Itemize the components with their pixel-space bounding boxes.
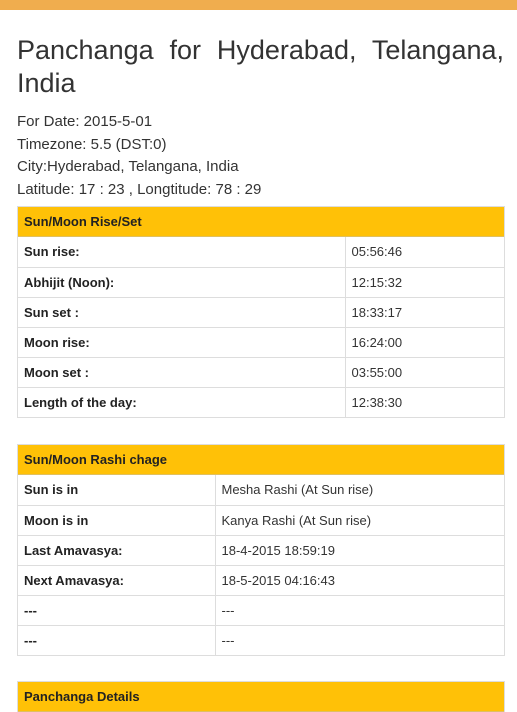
table-row xyxy=(18,267,504,297)
table-row xyxy=(18,565,504,595)
page-header xyxy=(17,34,504,201)
row-label: --- xyxy=(18,625,215,655)
row-label: Sun is in xyxy=(18,475,215,505)
row-label: Sun set : xyxy=(18,297,345,327)
rise-set-table xyxy=(18,237,504,417)
rise-set-heading: Sun/Moon Rise/Set xyxy=(18,207,504,237)
row-label: Abhijit (Noon): xyxy=(18,267,345,297)
city-text: City:Hyderabad, Telangana, India xyxy=(17,158,239,175)
table-row xyxy=(18,387,504,417)
row-value: 18-4-2015 18:59:19 xyxy=(215,535,504,565)
row-label: --- xyxy=(18,595,215,625)
location-info xyxy=(17,111,504,201)
rashi-panel xyxy=(17,444,505,656)
row-value: 16:24:00 xyxy=(345,327,504,357)
table-row xyxy=(18,297,504,327)
table-row xyxy=(18,535,504,565)
row-value: 03:55:00 xyxy=(345,357,504,387)
latlong-text: Latitude: 17 : 23 , Longtitude: 78 : 29 xyxy=(17,180,262,198)
table-row xyxy=(18,475,504,505)
row-label: Moon set : xyxy=(18,357,345,387)
details-panel xyxy=(17,681,505,712)
page-title: Panchanga for Hyderabad, Telangana, India xyxy=(17,35,504,98)
details-heading: Panchanga Details xyxy=(18,682,504,712)
timezone-text: Timezone: 5.5 (DST:0) xyxy=(17,135,167,153)
rashi-heading: Sun/Moon Rashi chage xyxy=(18,445,504,475)
for-date-text: For Date: 2015-5-01 xyxy=(17,113,153,130)
row-value: 18-5-2015 04:16:43 xyxy=(215,565,504,595)
row-label: Moon rise: xyxy=(18,327,345,357)
row-value: 12:15:32 xyxy=(345,267,504,297)
row-label: Sun rise: xyxy=(18,237,345,267)
row-value: Kanya Rashi (At Sun rise) xyxy=(215,505,504,535)
row-value: Mesha Rashi (At Sun rise) xyxy=(221,482,374,498)
top-accent-bar xyxy=(0,0,517,10)
table-row xyxy=(18,237,504,267)
row-value: 18:33:17 xyxy=(345,297,504,327)
row-label: Moon is in xyxy=(18,505,215,535)
row-value: --- xyxy=(215,595,504,625)
row-label: Next Amavasya: xyxy=(18,565,215,595)
rashi-table xyxy=(18,475,504,655)
row-label: Length of the day: xyxy=(18,387,345,417)
table-row xyxy=(18,505,504,535)
row-label: Last Amavasya: xyxy=(18,535,215,565)
table-row xyxy=(18,595,504,625)
table-row xyxy=(18,357,504,387)
table-row xyxy=(18,327,504,357)
table-row xyxy=(18,625,504,655)
row-value: 12:38:30 xyxy=(345,387,504,417)
rise-set-panel xyxy=(17,206,505,418)
row-value: 05:56:46 xyxy=(351,244,403,260)
row-value: --- xyxy=(215,625,504,655)
